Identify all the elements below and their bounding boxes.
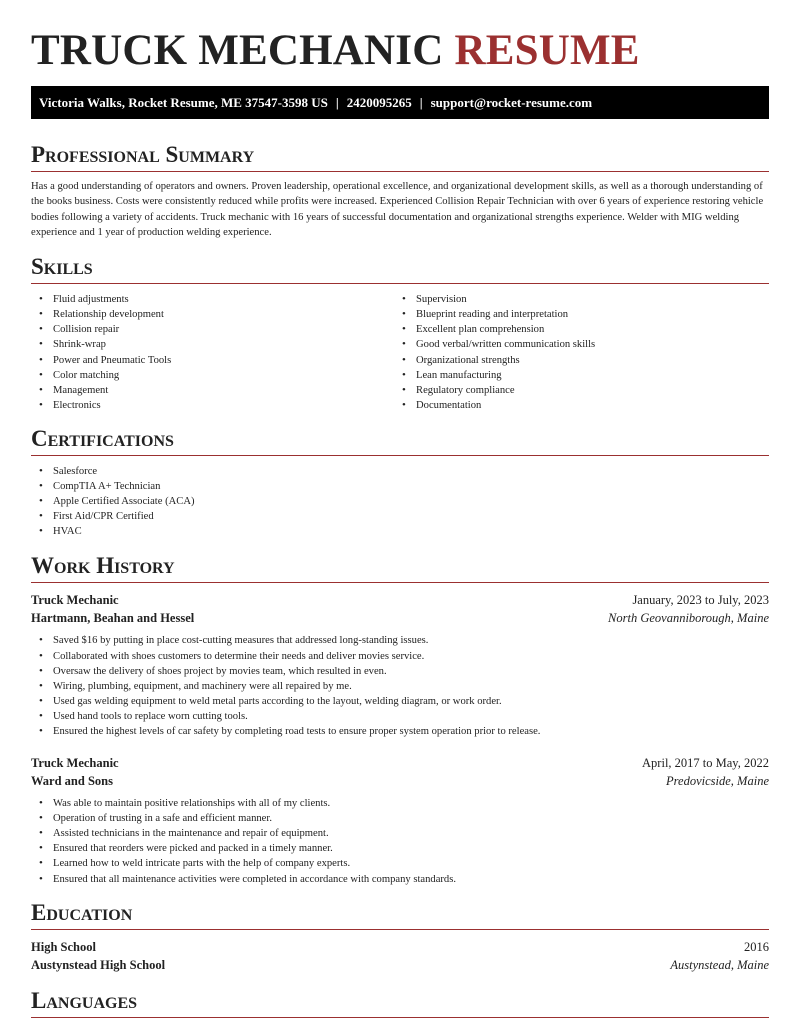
section-divider [31,929,769,930]
list-item: • Apple Certified Associate (ACA) [31,494,769,509]
education-heading: Education [31,899,133,925]
list-item: • Collision repair [31,322,394,337]
job-entry [31,754,769,887]
job-bullets [31,796,769,887]
languages-section [31,988,769,1018]
list-item: • Was able to maintain positive relationships with all of my clients. [31,796,769,811]
job-location: North Geovanniborough, Maine [608,611,769,626]
certifications-section [31,426,769,539]
list-item: • Ensured the highest levels of car safety by completing road tests to ensure proper system operation prior to release. [31,724,769,739]
skills-list-left [31,292,394,413]
list-item: • First Aid/CPR Certified [31,509,769,524]
section-divider [31,171,769,172]
education-year: 2016 [744,939,769,954]
list-item: • Documentation [394,398,757,413]
job-company: Ward and Sons [31,774,113,789]
list-item: • Color matching [31,368,394,383]
list-item: • Lean manufacturing [394,368,757,383]
list-item: • HVAC [31,524,769,539]
certifications-list [31,464,769,539]
section-divider [31,455,769,456]
job-company: Hartmann, Beahan and Hessel [31,611,195,626]
list-item: • Operation of trusting in a safe and efficient manner. [31,811,769,826]
work-history-heading: Work History [31,553,175,579]
list-item: • Collaborated with shoes customers to determine their needs and deliver movies service. [31,649,769,664]
skills-section [31,254,769,413]
list-item: • Salesforce [31,464,769,479]
title-main: TRUCK MECHANIC [31,27,444,74]
list-item: • Power and Pneumatic Tools [31,353,394,368]
contact-separator: | [335,95,339,110]
education-header-row [31,938,769,956]
list-item: • Ensured that reorders were picked and packed in a timely manner. [31,841,769,856]
skills-heading: Skills [31,254,93,280]
title-accent: RESUME [454,27,640,74]
contact-phone: 2420095265 [346,95,412,110]
list-item: • Electronics [31,398,394,413]
job-location: Predovicside, Maine [666,774,769,789]
skills-list-right [394,292,757,413]
summary-section [31,142,769,240]
list-item: • Relationship development [31,307,394,322]
section-divider [31,1017,769,1018]
list-item: • Good verbal/written communication skills [394,337,757,352]
list-item: • Regulatory compliance [394,383,757,398]
education-degree: High School [31,939,96,954]
list-item: • Fluid adjustments [31,292,394,307]
education-school: Austynstead High School [31,957,166,972]
job-title: Truck Mechanic [31,593,119,608]
list-item: • Oversaw the delivery of shoes project by movies team, which resulted in even. [31,664,769,679]
languages-heading: Languages [31,987,138,1013]
job-header-row [31,754,769,772]
list-item: • Used gas welding equipment to weld metal parts according to the layout, welding diagram, or work order. [31,694,769,709]
list-item: • Organizational strengths [394,353,757,368]
education-location: Austynstead, Maine [670,957,769,972]
list-item: • Shrink-wrap [31,337,394,352]
contact-address: Victoria Walks, Rocket Resume, ME 37547-3598 US [39,95,328,110]
contact-separator: | [419,95,423,110]
work-history-section [31,553,769,886]
certifications-heading: Certifications [31,425,174,451]
list-item: • CompTIA A+ Technician [31,479,769,494]
job-dates: April, 2017 to May, 2022 [642,756,769,771]
education-entry [31,938,769,974]
list-item: • Used hand tools to replace worn cutting tools. [31,709,769,724]
list-item: • Excellent plan comprehension [394,322,757,337]
contact-email[interactable]: support@rocket-resume.com [430,95,593,110]
skills-columns [31,292,769,413]
list-item: • Management [31,383,394,398]
summary-heading: Professional Summary [31,142,255,167]
job-title: Truck Mechanic [31,756,119,771]
education-section [31,900,769,974]
contact-bar [31,86,769,119]
list-item: • Ensured that all maintenance activities were completed in accordance with company standards. [31,872,769,887]
section-divider [31,582,769,583]
job-header-row [31,591,769,609]
resume-title [31,0,769,74]
job-dates: January, 2023 to July, 2023 [632,593,769,608]
job-company-row [31,609,769,627]
list-item: • Wiring, plumbing, equipment, and machinery were all repaired by me. [31,679,769,694]
list-item: • Saved $16 by putting in place cost-cutting measures that addressed long-standing issues. [31,633,769,648]
list-item: • Supervision [394,292,757,307]
summary-text: Has a good understanding of operators and owners. Proven leadership, operational excellence, and organizational development skills, as well as a thorough understanding of the books business. Costs were consistently reduced while profits were increased. Experienced Collision Repair Technician with over 6 years of experience restoring vehicle bodies following a variety of accidents. Truck mechanic with 16 years of successful documentation and organizational strengths experience. Welder with MIG welding experience and 1 year of production welding experience. [31,181,764,238]
list-item: • Assisted technicians in the maintenance and repair of equipment. [31,826,769,841]
list-item: • Learned how to weld intricate parts with the help of company experts. [31,856,769,871]
job-company-row [31,772,769,790]
list-item: • Blueprint reading and interpretation [394,307,757,322]
resume-page [31,0,769,1018]
section-divider [31,283,769,284]
job-entry [31,591,769,739]
education-school-row [31,956,769,974]
job-bullets [31,633,769,739]
